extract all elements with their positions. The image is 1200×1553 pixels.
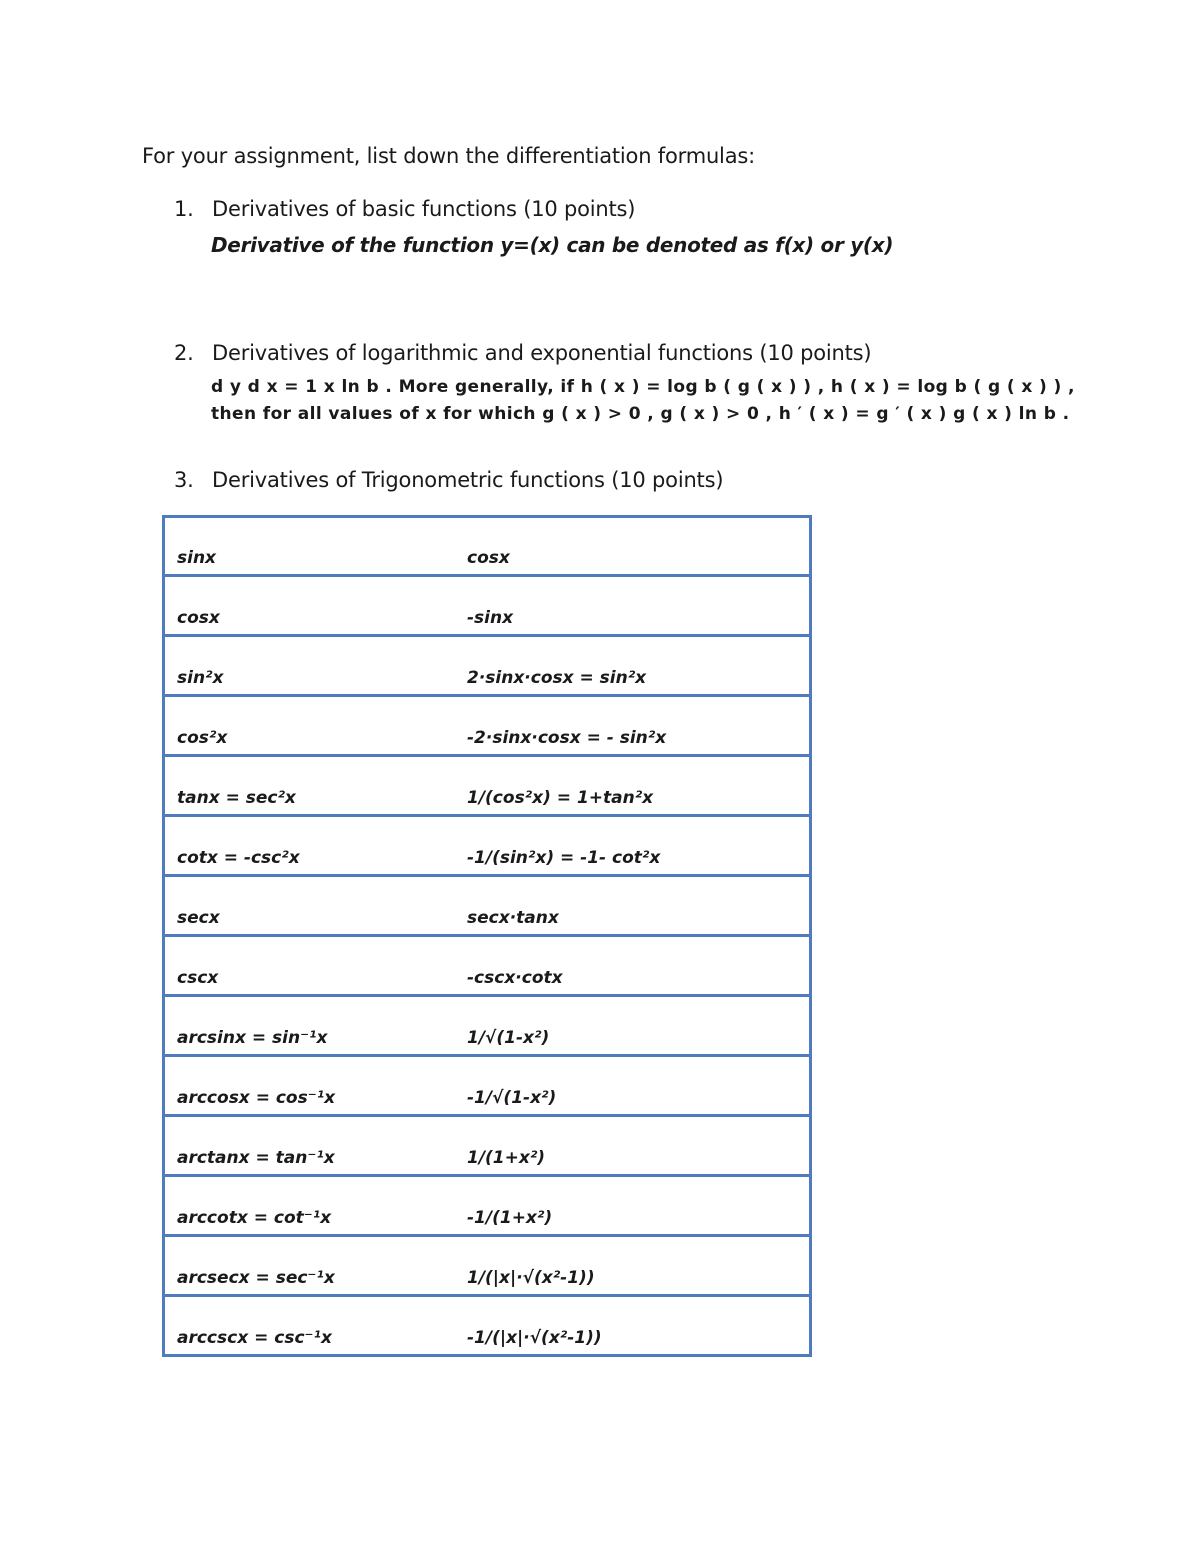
table-row [164,876,811,936]
table-row [164,1176,811,1236]
function-cell: arcsinx = sin⁻¹x [164,996,456,1056]
function-cell: sinx [177,548,217,568]
function-cell: arctanx = tan⁻¹x [164,1116,456,1176]
table-row [164,936,811,996]
function-cell: cscx [164,936,456,996]
derivative-cell: -sinx [455,576,811,636]
list-item-trig-functions [174,468,723,492]
list-item-number: 1. [174,197,194,221]
function-cell: arccotx = cot⁻¹x [164,1176,456,1236]
list-item-number: 3. [174,468,194,492]
derivative-cell: cosx [467,548,510,568]
assignment-intro: For your assignment, list down the differentiation formulas: [142,144,755,168]
derivative-cell: -2·sinx·cosx = - sin²x [455,696,811,756]
list-item-label: Derivatives of basic functions (10 points) [212,197,636,221]
basic-functions-note: Derivative of the function y=(x) can be denoted as f(x) or y(x) [211,233,894,257]
table-row [164,996,811,1056]
log-exp-note-line-2: then for all values of x for which g ( x ) > 0 , g ( x ) > 0 , h ′ ( x ) = g ′ ( x ) g ( x ) ln b . [211,404,1070,424]
list-item-log-exp-functions [174,341,871,365]
function-cell: cosx [164,576,456,636]
table-row [164,1236,811,1296]
function-cell: secx [164,876,456,936]
derivative-cell: 1/√(1-x²) [455,996,811,1056]
derivative-cell: 1/(|x|·√(x²-1)) [455,1236,811,1296]
list-item-number: 2. [174,341,194,365]
derivative-cell: -1/(1+x²) [455,1176,811,1236]
table-row [164,517,811,576]
table-row [164,756,811,816]
derivative-cell: 1/(1+x²) [455,1116,811,1176]
function-cell: arccosx = cos⁻¹x [164,1056,456,1116]
trig-derivatives-table [162,515,812,1357]
list-item-label: Derivatives of logarithmic and exponential functions (10 points) [212,341,872,365]
table-row [164,1056,811,1116]
list-item-label: Derivatives of Trigonometric functions (10 points) [212,468,724,492]
table-row [164,636,811,696]
table-row [164,1116,811,1176]
table-row [164,1296,811,1356]
list-item-basic-functions [174,197,635,221]
table-row [164,576,811,636]
log-exp-note-line-1: d y d x = 1 x ln b . More generally, if h ( x ) = log b ( g ( x ) ) , h ( x ) = log b ( g ( x ) ) , [211,377,1075,397]
function-cell: cotx = -csc²x [164,816,456,876]
derivative-cell: 1/(cos²x) = 1+tan²x [455,756,811,816]
derivative-cell: secx·tanx [455,876,811,936]
derivative-cell: -1/(|x|·√(x²-1)) [455,1296,811,1356]
function-cell: cos²x [164,696,456,756]
function-cell: arcsecx = sec⁻¹x [164,1236,456,1296]
function-cell: sin²x [164,636,456,696]
table-row [164,696,811,756]
derivative-cell: -cscx·cotx [455,936,811,996]
table-row [164,816,811,876]
derivative-cell: -1/√(1-x²) [455,1056,811,1116]
function-cell: tanx = sec²x [164,756,456,816]
derivative-cell: 2·sinx·cosx = sin²x [455,636,811,696]
function-cell: arccscx = csc⁻¹x [164,1296,456,1356]
derivative-cell: -1/(sin²x) = -1- cot²x [455,816,811,876]
